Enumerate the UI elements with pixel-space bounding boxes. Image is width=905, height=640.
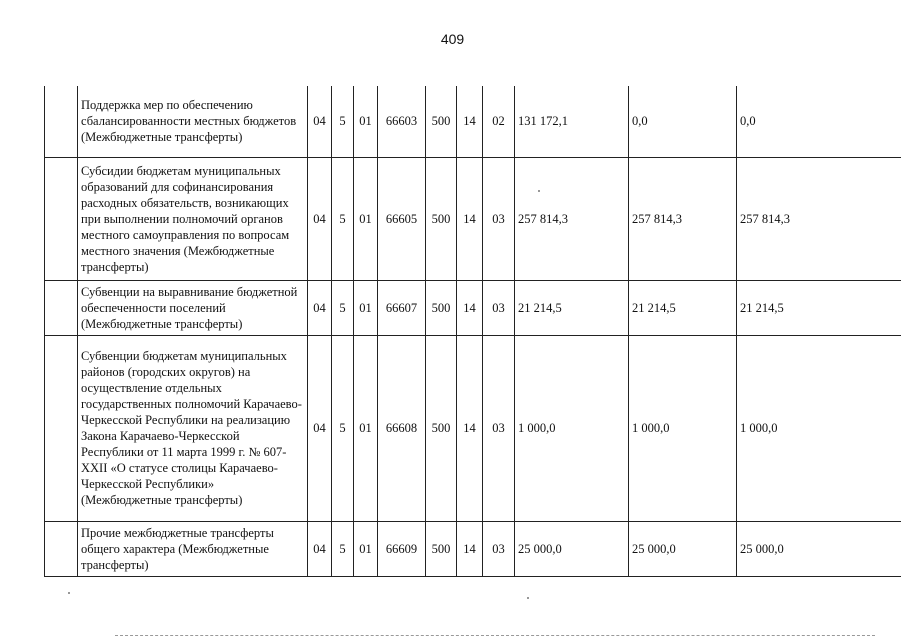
row-name: Поддержка мер по обеспечению сбалансированности местных бюджетов (Межбюджетные трансферты) xyxy=(78,86,308,157)
scan-speck xyxy=(538,190,540,192)
scan-artifact-line xyxy=(115,635,875,636)
amount-cell: 257 814,3 xyxy=(629,157,737,280)
table-row xyxy=(45,335,901,521)
code-cell: 5 xyxy=(332,335,354,521)
amount-cell: 257 814,3 xyxy=(515,157,629,280)
amount-cell: 25 000,0 xyxy=(629,521,737,576)
table-row xyxy=(45,521,901,576)
row-name: Субвенции бюджетам муниципальных районов (городских округов) на осуществление отдельных государственных полномочий Карачаево-Черкесской Республики на реализацию Закона Карачаево-Черкесской Республики от 11 марта 1999 г. № 607-XXII «О статусе столицы Карачаево-Черкесской Республики» (Межбюджетные трансферты) xyxy=(78,335,308,521)
amount-cell: 1 000,0 xyxy=(629,335,737,521)
code-cell: 01 xyxy=(354,157,378,280)
code-cell: 500 xyxy=(426,335,457,521)
row-name: Субвенции на выравнивание бюджетной обеспеченности поселений (Межбюджетные трансферты) xyxy=(78,280,308,335)
amount-cell: 131 172,1 xyxy=(515,86,629,157)
code-cell: 66605 xyxy=(378,157,426,280)
amount-cell: 25 000,0 xyxy=(737,521,901,576)
amount-cell: 1 000,0 xyxy=(737,335,901,521)
code-cell: 01 xyxy=(354,86,378,157)
code-cell: 5 xyxy=(332,280,354,335)
code-cell: 14 xyxy=(457,521,483,576)
code-cell: 02 xyxy=(483,86,515,157)
scan-speck xyxy=(68,592,70,594)
code-cell: 04 xyxy=(308,335,332,521)
code-cell: 03 xyxy=(483,521,515,576)
scan-speck xyxy=(527,597,529,599)
code-cell: 14 xyxy=(457,157,483,280)
amount-cell: 21 214,5 xyxy=(515,280,629,335)
code-cell: 500 xyxy=(426,157,457,280)
amount-cell: 25 000,0 xyxy=(515,521,629,576)
code-cell: 500 xyxy=(426,86,457,157)
amount-cell: 21 214,5 xyxy=(629,280,737,335)
code-cell: 01 xyxy=(354,280,378,335)
code-cell: 66608 xyxy=(378,335,426,521)
amount-cell: 21 214,5 xyxy=(737,280,901,335)
code-cell: 04 xyxy=(308,521,332,576)
amount-cell: 257 814,3 xyxy=(737,157,901,280)
amount-cell: 1 000,0 xyxy=(515,335,629,521)
code-cell: 03 xyxy=(483,335,515,521)
table-row xyxy=(45,86,901,157)
code-cell: 01 xyxy=(354,335,378,521)
code-cell: 14 xyxy=(457,335,483,521)
code-cell: 03 xyxy=(483,157,515,280)
code-cell: 66603 xyxy=(378,86,426,157)
code-cell: 500 xyxy=(426,521,457,576)
code-cell: 01 xyxy=(354,521,378,576)
code-cell: 03 xyxy=(483,280,515,335)
code-cell: 500 xyxy=(426,280,457,335)
row-name: Субсидии бюджетам муниципальных образований для софинансирования расходных обязательств, возникающих при выполнении полномочий органов местного самоуправления по вопросам местного значения (Межбюджетные трансферты) xyxy=(78,157,308,280)
code-cell: 5 xyxy=(332,157,354,280)
amount-cell: 0,0 xyxy=(629,86,737,157)
code-cell: 66607 xyxy=(378,280,426,335)
code-cell: 5 xyxy=(332,521,354,576)
page-number: 409 xyxy=(440,31,465,47)
code-cell: 66609 xyxy=(378,521,426,576)
row-name: Прочие межбюджетные трансферты общего характера (Межбюджетные трансферты) xyxy=(78,521,308,576)
code-cell: 04 xyxy=(308,280,332,335)
amount-cell: 0,0 xyxy=(737,86,901,157)
code-cell: 04 xyxy=(308,86,332,157)
code-cell: 14 xyxy=(457,280,483,335)
code-cell: 14 xyxy=(457,86,483,157)
code-cell: 04 xyxy=(308,157,332,280)
budget-table xyxy=(44,86,901,577)
code-cell: 5 xyxy=(332,86,354,157)
table-row xyxy=(45,280,901,335)
table-row xyxy=(45,157,901,280)
